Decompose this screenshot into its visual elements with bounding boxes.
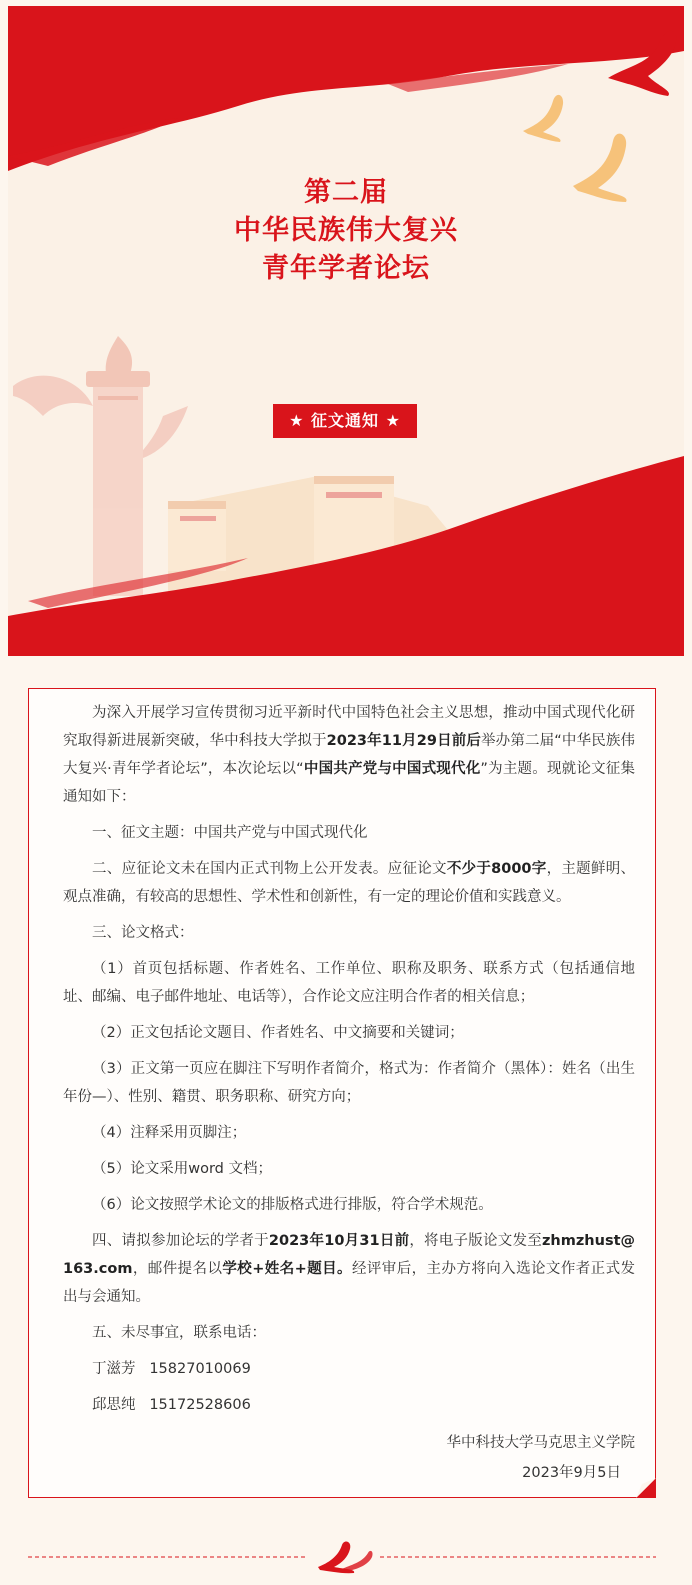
section-requirements <box>63 855 635 911</box>
dove-icon <box>523 95 563 142</box>
section-submission <box>63 1227 635 1311</box>
format-item: （4）注释采用页脚注； <box>92 1125 247 1141</box>
email-link[interactable]: zhmzhust@163.com <box>63 1233 636 1277</box>
deadline: 2023年10月31日前 <box>268 1233 410 1249</box>
submission-text: 四、请拟参加论坛的学者于 <box>92 1233 269 1249</box>
requirement-text: ，主题鲜明、观点准确，有较高的思想性、学术性和创新性，有一定的理论价值和实践意义。 <box>63 861 636 905</box>
title-line: 中华民族伟大复兴 <box>234 215 458 246</box>
contact-entry: 丁滋芳 15827010069 <box>92 1361 251 1377</box>
dove-icon <box>318 1542 373 1574</box>
format-item: （1）首页包括标题、作者姓名、工作单位、职称及职务、联系方式（包括通信地址、邮编、电子邮件地址、电话等），合作论文应注明合作者的相关信息； <box>63 961 635 1005</box>
intro-text: ”为主题。现就论文征集通知如下： <box>63 761 636 805</box>
forum-date: 2023年11月29日前后 <box>326 733 482 749</box>
forum-title <box>8 174 684 288</box>
title-line: 青年学者论坛 <box>262 253 430 284</box>
header-banner <box>8 6 684 656</box>
submission-text: ，邮件提名以 <box>132 1261 223 1277</box>
intro-text: 为深入开展学习宣传贯彻习近平新时代中国特色社会主义思想，推动中国式现代化研究取得新进展新突破，华中科技大学拟于 <box>63 705 635 749</box>
format-item: （6）论文按照学术论文的排版格式进行排版，符合学术规范。 <box>92 1197 493 1213</box>
contact-entry: 邱思纯 15172528606 <box>92 1397 251 1413</box>
intro-paragraph <box>63 699 635 811</box>
footer-divider <box>28 1535 656 1575</box>
submission-text: 经评审后，主办方将向入选论文作者正式发出与会通知。 <box>63 1261 636 1305</box>
title-line: 第二届 <box>304 177 388 208</box>
signature-org: 华中科技大学马克思主义学院 <box>446 1435 635 1451</box>
banner-art <box>8 6 684 656</box>
section-contact: 五、未尽事宜，联系电话： <box>92 1325 266 1341</box>
call-for-papers-badge: ★ 征文通知 ★ <box>273 404 417 438</box>
requirement-text: 二、应征论文未在国内正式刊物上公开发表。应征论文 <box>92 861 447 877</box>
notice-card <box>28 688 656 1498</box>
format-item: （3）正文第一页应在脚注下写明作者简介，格式为：作者简介（黑体）：姓名（出生年份—）、性别、籍贯、职务职称、研究方向； <box>63 1061 635 1105</box>
corner-fold-icon <box>636 1478 656 1498</box>
word-count: 不少于8000字 <box>446 861 547 877</box>
signature-date: 2023年9月5日 <box>522 1465 621 1481</box>
format-item: （5）论文采用word 文档； <box>92 1161 272 1177</box>
email-subject-format: 学校+姓名+题目。 <box>222 1261 352 1277</box>
intro-text: 举办第二届“中华民族伟大复兴·青年学者论坛”，本次论坛以“ <box>63 733 636 777</box>
section-format-heading: 三、论文格式： <box>92 925 194 941</box>
format-item: （2）正文包括论文题目、作者姓名、中文摘要和关键词； <box>92 1025 464 1041</box>
monument-illustration <box>13 336 188 596</box>
section-theme: 一、征文主题：中国共产党与中国式现代化 <box>92 825 368 841</box>
forum-theme: 中国共产党与中国式现代化 <box>303 761 481 777</box>
notice-body <box>63 699 635 1427</box>
submission-text: ，将电子版论文发至 <box>409 1233 542 1249</box>
